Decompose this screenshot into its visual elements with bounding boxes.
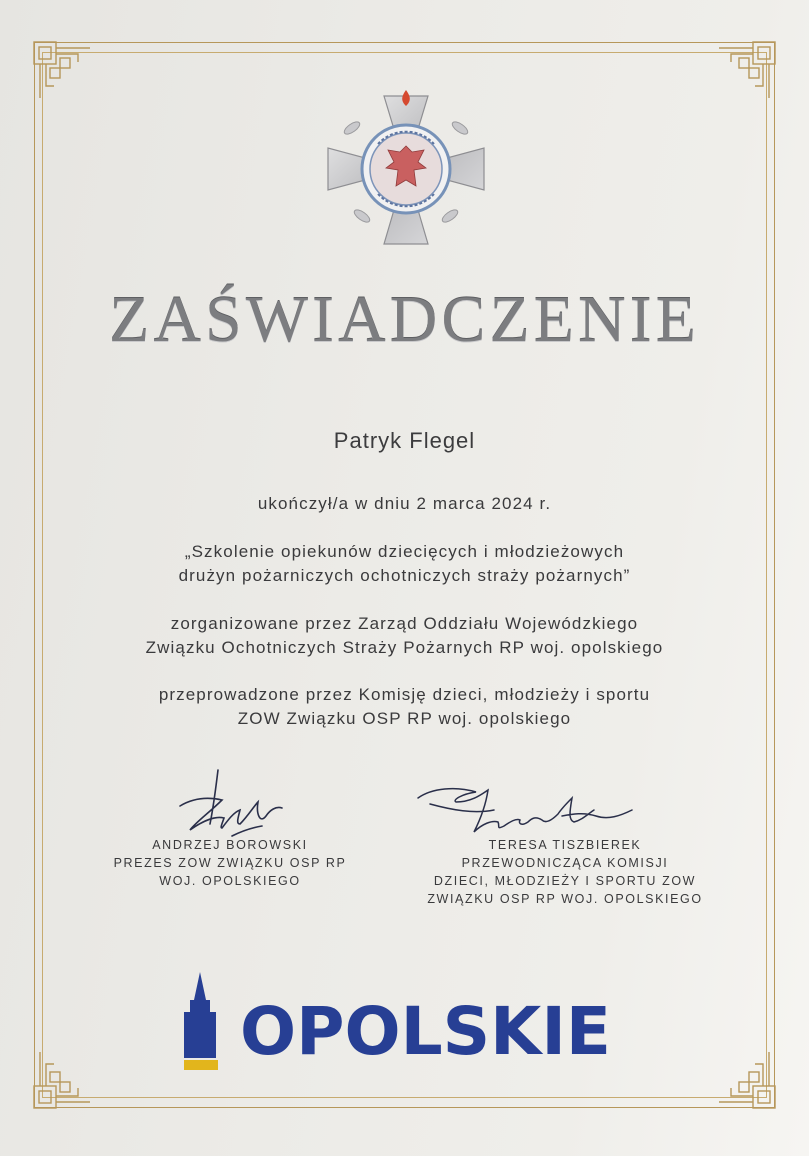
signatory-right-name: TERESA TISZBIEREK <box>488 838 642 852</box>
course-title-line-2: drużyn pożarniczych ochotniczych straży pożarnych” <box>178 566 631 585</box>
signatory-left-role-line-1: PREZES ZOW ZWIĄZKU OSP RP <box>113 856 347 870</box>
corner-ornament-icon <box>709 38 779 108</box>
signatory-left-role-line-2: WOJ. OPOLSKIEGO <box>159 874 301 888</box>
corner-ornament-icon <box>30 38 100 108</box>
signatory-left <box>90 836 370 890</box>
signatory-right-role-line-1: PRZEWODNICZĄCA KOMISJI <box>461 856 669 870</box>
signatory-right-role-line-3: ZWIĄZKU OSP RP WOJ. OPOLSKIEGO <box>427 892 703 906</box>
corner-ornament-icon <box>30 1042 100 1112</box>
organizer-line-1: zorganizowane przez Zarząd Oddziału Wojewódzkiego <box>170 614 639 633</box>
certificate-title: ZAŚWIADCZENIE <box>109 283 700 356</box>
recipient-name: Patryk Flegel <box>333 428 476 453</box>
opolskie-logo-text: OPOLSKIE <box>240 993 611 1070</box>
course-title-line-1: „Szkolenie opiekunów dziecięcych i młodzieżowych <box>184 542 625 561</box>
signatory-right <box>398 836 732 908</box>
signature-left-icon <box>170 766 300 846</box>
conductor-line-1: przeprowadzone przez Komisję dzieci, młodzieży i sportu <box>158 685 651 704</box>
signatory-right-role-line-2: DZIECI, MŁODZIEŻY I SPORTU ZOW <box>433 874 697 888</box>
completion-line: ukończył/a w dniu 2 marca 2024 r. <box>257 494 552 513</box>
signature-right-icon <box>412 780 642 840</box>
tower-icon <box>184 972 218 1070</box>
conductor-line-2: ZOW Związku OSP RP woj. opolskiego <box>237 709 572 728</box>
signatory-left-name: ANDRZEJ BOROWSKI <box>152 838 308 852</box>
corner-ornament-icon <box>709 1042 779 1112</box>
organizer-line-2: Związku Ochotniczych Straży Pożarnych RP woj. opolskiego <box>145 638 664 657</box>
fire-brigade-cross-emblem-icon <box>322 88 490 250</box>
